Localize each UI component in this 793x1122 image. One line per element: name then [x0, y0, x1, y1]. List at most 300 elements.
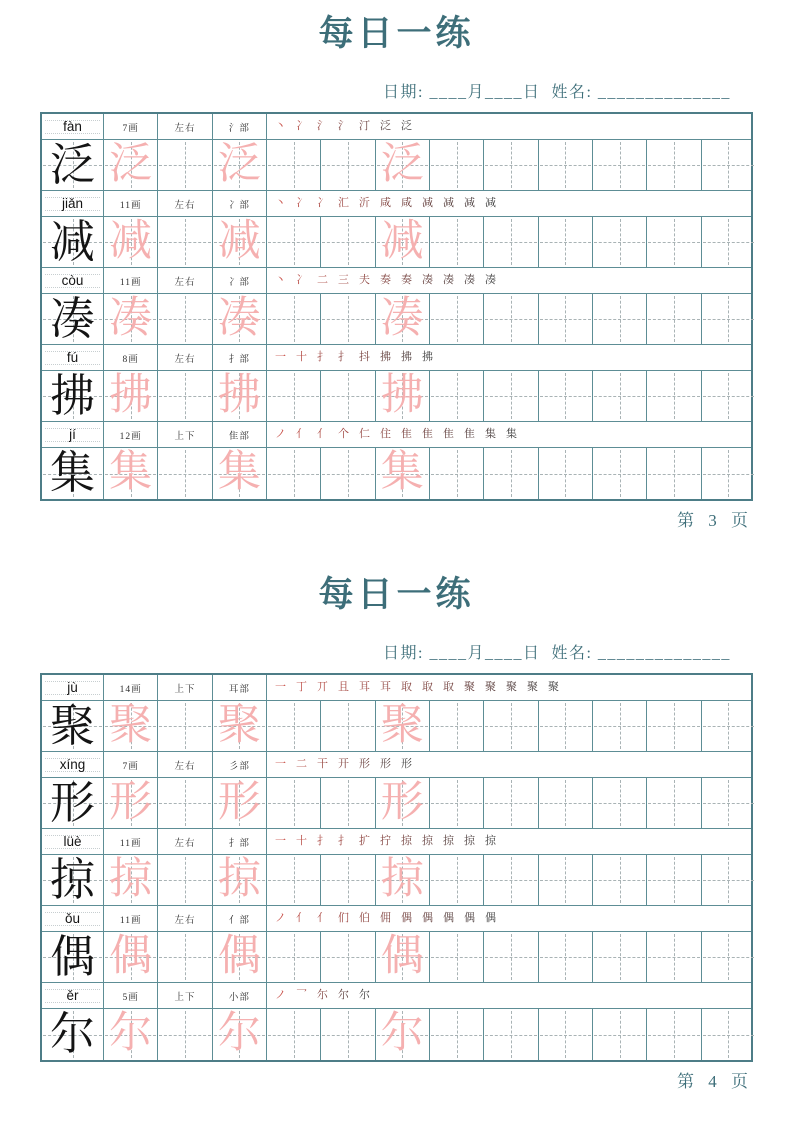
structure-cell: 左右: [157, 268, 211, 293]
practice-grid-cell: [103, 448, 157, 499]
pinyin-label: còu: [61, 273, 84, 288]
pinyin-cell: [42, 829, 103, 854]
trace-character: 泛: [217, 141, 261, 188]
practice-grid-cell: [483, 448, 537, 499]
practice-grid-cell: [429, 778, 483, 828]
stroke-order-glyph: 掠: [484, 835, 496, 847]
radical-cell: 耳部: [212, 675, 266, 700]
stroke-order-glyph: 泛: [400, 120, 412, 132]
stroke-order-glyph: 一: [274, 681, 286, 693]
stroke-order-glyph: 亻: [316, 912, 328, 924]
stroke-order-glyph: 冫: [295, 274, 307, 286]
stroke-order-glyph: 亻: [316, 428, 328, 440]
stroke-count-cell: 14画: [103, 675, 157, 700]
practice-grid-cell: [429, 701, 483, 751]
date-name-line: 日期: ____月____日 姓名: ______________: [383, 84, 731, 101]
stroke-order-glyph: 亻: [295, 912, 307, 924]
trace-character: 偶: [217, 933, 261, 980]
practice-grid-cell: [103, 371, 157, 421]
practice-grid-cell: [646, 217, 700, 267]
trace-character: 聚: [109, 702, 153, 749]
practice-grid-cell: [429, 1009, 483, 1060]
stroke-order-glyph: 集: [484, 428, 496, 440]
stroke-order-glyph: 聚: [505, 681, 517, 693]
page-title: 每日一练: [318, 575, 475, 614]
character-info-row: [42, 422, 751, 448]
radical-cell: 小部: [212, 983, 266, 1008]
stroke-order-sequence: [266, 675, 751, 700]
trace-character: 拂: [380, 372, 424, 419]
character-info-row: [42, 114, 751, 140]
practice-grid-cell: [592, 932, 646, 982]
practice-grid-cell: [646, 855, 700, 905]
trace-character: 凑: [380, 295, 424, 342]
practice-grid-cell: [212, 371, 266, 421]
practice-grid-cell: [701, 778, 755, 828]
pinyin-cell: [42, 752, 103, 777]
date-name-line: 日期: ____月____日 姓名: ______________: [383, 645, 731, 662]
stroke-order-glyph: 聚: [526, 681, 538, 693]
radical-cell: 扌部: [212, 829, 266, 854]
stroke-order-glyph: 拂: [379, 351, 391, 363]
trace-character: 形: [380, 779, 424, 826]
stroke-order-glyph: 掠: [400, 835, 412, 847]
practice-grid-cell: [103, 217, 157, 267]
pinyin-cell: [42, 906, 103, 931]
practice-grid-cell: [212, 932, 266, 982]
stroke-order-glyph: 扌: [316, 835, 328, 847]
stroke-order-glyph: 取: [421, 681, 433, 693]
practice-grid-cell: [483, 294, 537, 344]
stroke-order-glyph: 个: [337, 428, 349, 440]
practice-grid-cell: [701, 855, 755, 905]
stroke-order-glyph: 凑: [421, 274, 433, 286]
stroke-order-glyph: 隹: [463, 428, 475, 440]
stroke-order-glyph: 扌: [337, 351, 349, 363]
model-character: 集: [49, 448, 95, 498]
model-character-cell: [42, 448, 103, 499]
trace-character: 集: [380, 449, 424, 496]
stroke-order-glyph: 们: [337, 912, 349, 924]
practice-grid-cell: [103, 701, 157, 751]
stroke-order-glyph: 丶: [274, 274, 286, 286]
stroke-order-glyph: 奏: [379, 274, 391, 286]
practice-grid-cell: [646, 294, 700, 344]
trace-character: 尔: [217, 1010, 261, 1057]
stroke-order-glyph: 一: [274, 835, 286, 847]
practice-grid-cell: [429, 855, 483, 905]
practice-grid-cell: [592, 294, 646, 344]
practice-grid-cell: [701, 294, 755, 344]
practice-grid-cell: [538, 140, 592, 190]
stroke-order-sequence: [266, 829, 751, 854]
stroke-order-glyph: 二: [316, 274, 328, 286]
stroke-order-glyph: 偶: [421, 912, 433, 924]
stroke-order-glyph: 抖: [358, 351, 370, 363]
practice-row: [42, 1009, 751, 1060]
practice-grid-cell: [266, 778, 320, 828]
practice-grid-cell: [103, 778, 157, 828]
practice-grid-cell: [646, 371, 700, 421]
stroke-order-glyph: 汀: [358, 120, 370, 132]
stroke-order-glyph: 凑: [442, 274, 454, 286]
practice-grid-cell: [592, 217, 646, 267]
practice-grid-cell: [157, 217, 211, 267]
stroke-order-glyph: 咸: [379, 197, 391, 209]
stroke-order-glyph: 泛: [379, 120, 391, 132]
stroke-count-cell: 5画: [103, 983, 157, 1008]
practice-grid-cell: [646, 448, 700, 499]
character-info-row: [42, 906, 751, 932]
stroke-order-glyph: 氵: [337, 120, 349, 132]
pinyin-label: jí: [69, 427, 76, 442]
practice-grid-cell: [375, 140, 429, 190]
practice-grid-cell: [103, 1009, 157, 1060]
structure-cell: 左右: [157, 906, 211, 931]
practice-grid-cell: [701, 701, 755, 751]
practice-grid-cell: [483, 217, 537, 267]
practice-row: [42, 778, 751, 829]
trace-character: 形: [217, 779, 261, 826]
practice-grid-cell: [320, 217, 374, 267]
radical-cell: 冫部: [212, 191, 266, 216]
practice-grid-cell: [592, 448, 646, 499]
radical-cell: 亻部: [212, 906, 266, 931]
model-character: 偶: [49, 932, 95, 982]
model-character: 聚: [49, 701, 95, 751]
radical-cell: 氵部: [212, 114, 266, 139]
pinyin-label: jù: [67, 680, 78, 695]
pinyin-label: xíng: [59, 757, 86, 772]
pinyin-cell: [42, 675, 103, 700]
practice-grid-cell: [266, 217, 320, 267]
character-info-row: [42, 268, 751, 294]
trace-character: 拂: [217, 372, 261, 419]
practice-grid-cell: [157, 855, 211, 905]
stroke-order-glyph: ノ: [274, 912, 286, 924]
page-number: 第 3 页: [677, 511, 753, 530]
stroke-order-glyph: 丶: [274, 120, 286, 132]
pinyin-label: lüè: [63, 834, 82, 849]
model-character: 拂: [49, 371, 95, 421]
practice-grid-cell: [429, 217, 483, 267]
practice-grid-cell: [592, 778, 646, 828]
practice-grid-cell: [320, 448, 374, 499]
model-character: 减: [49, 217, 95, 267]
practice-grid-cell: [157, 294, 211, 344]
practice-grid-cell: [266, 855, 320, 905]
practice-grid-cell: [375, 932, 429, 982]
stroke-order-glyph: 尓: [316, 989, 328, 1001]
practice-grid-cell: [592, 855, 646, 905]
stroke-order-glyph: 沂: [358, 197, 370, 209]
practice-grid-cell: [320, 932, 374, 982]
model-character: 凑: [49, 294, 95, 344]
stroke-order-glyph: 隹: [442, 428, 454, 440]
pinyin-cell: [42, 983, 103, 1008]
stroke-order-glyph: 隹: [400, 428, 412, 440]
practice-grid-cell: [646, 1009, 700, 1060]
stroke-order-glyph: 且: [337, 681, 349, 693]
stroke-order-glyph: 冫: [295, 120, 307, 132]
practice-grid-cell: [538, 217, 592, 267]
practice-grid-cell: [646, 701, 700, 751]
practice-grid-cell: [701, 371, 755, 421]
stroke-order-glyph: 减: [442, 197, 454, 209]
stroke-order-glyph: 扩: [358, 835, 370, 847]
practice-grid-cell: [429, 371, 483, 421]
trace-character: 减: [217, 218, 261, 265]
stroke-order-glyph: 乛: [295, 989, 307, 1001]
practice-grid-cell: [266, 448, 320, 499]
model-character-cell: [42, 217, 103, 267]
page-title: 每日一练: [318, 14, 475, 53]
practice-grid-cell: [212, 778, 266, 828]
practice-grid-cell: [320, 1009, 374, 1060]
stroke-order-glyph: 减: [421, 197, 433, 209]
stroke-order-sequence: [266, 114, 751, 139]
stroke-order-glyph: 拧: [379, 835, 391, 847]
practice-grid-cell: [375, 448, 429, 499]
stroke-order-glyph: 冫: [295, 197, 307, 209]
practice-grid-cell: [157, 371, 211, 421]
practice-grid-cell: [701, 217, 755, 267]
model-character-cell: [42, 932, 103, 982]
stroke-order-glyph: 拂: [400, 351, 412, 363]
stroke-count-cell: 11画: [103, 906, 157, 931]
stroke-order-glyph: 偶: [400, 912, 412, 924]
stroke-order-glyph: 佣: [379, 912, 391, 924]
practice-grid-cell: [157, 448, 211, 499]
stroke-order-glyph: 隹: [421, 428, 433, 440]
practice-table: [40, 673, 753, 1062]
practice-grid-cell: [429, 448, 483, 499]
practice-row: [42, 140, 751, 191]
practice-row: [42, 932, 751, 983]
stroke-order-glyph: 聚: [463, 681, 475, 693]
stroke-count-cell: 8画: [103, 345, 157, 370]
practice-grid-cell: [375, 778, 429, 828]
practice-grid-cell: [320, 140, 374, 190]
practice-grid-cell: [538, 932, 592, 982]
practice-grid-cell: [429, 932, 483, 982]
practice-grid-cell: [103, 140, 157, 190]
practice-grid-cell: [483, 701, 537, 751]
stroke-order-glyph: 偶: [484, 912, 496, 924]
practice-grid-cell: [266, 701, 320, 751]
character-info-row: [42, 191, 751, 217]
practice-grid-cell: [483, 778, 537, 828]
model-character-cell: [42, 140, 103, 190]
practice-row: [42, 448, 751, 499]
practice-grid-cell: [266, 140, 320, 190]
stroke-order-sequence: [266, 983, 751, 1008]
stroke-order-glyph: 十: [295, 835, 307, 847]
practice-grid-cell: [375, 371, 429, 421]
stroke-order-sequence: [266, 268, 751, 293]
practice-grid-cell: [429, 294, 483, 344]
stroke-order-glyph: 偶: [463, 912, 475, 924]
practice-grid-cell: [538, 294, 592, 344]
trace-character: 拂: [109, 372, 153, 419]
stroke-count-cell: 7画: [103, 114, 157, 139]
practice-grid-cell: [701, 1009, 755, 1060]
practice-grid-cell: [375, 855, 429, 905]
radical-cell: 隹部: [212, 422, 266, 447]
trace-character: 凑: [109, 295, 153, 342]
practice-grid-cell: [646, 932, 700, 982]
stroke-order-sequence: [266, 752, 751, 777]
practice-grid-cell: [212, 1009, 266, 1060]
structure-cell: 左右: [157, 829, 211, 854]
stroke-order-glyph: 夫: [358, 274, 370, 286]
stroke-order-glyph: 拂: [421, 351, 433, 363]
trace-character: 泛: [380, 141, 424, 188]
practice-row: [42, 701, 751, 752]
practice-grid-cell: [592, 1009, 646, 1060]
worksheet-page-4: [0, 561, 793, 1122]
model-character-cell: [42, 701, 103, 751]
practice-grid-cell: [592, 371, 646, 421]
stroke-order-glyph: 集: [505, 428, 517, 440]
stroke-order-glyph: 形: [358, 758, 370, 770]
pinyin-label: fàn: [63, 119, 82, 134]
practice-grid-cell: [320, 371, 374, 421]
stroke-order-glyph: 咸: [400, 197, 412, 209]
trace-character: 掠: [217, 856, 261, 903]
model-character-cell: [42, 1009, 103, 1060]
stroke-order-glyph: 取: [442, 681, 454, 693]
structure-cell: 左右: [157, 345, 211, 370]
practice-grid-cell: [538, 1009, 592, 1060]
practice-grid-cell: [375, 1009, 429, 1060]
stroke-order-glyph: 减: [463, 197, 475, 209]
practice-grid-cell: [646, 140, 700, 190]
structure-cell: 左右: [157, 114, 211, 139]
practice-grid-cell: [157, 701, 211, 751]
stroke-order-glyph: 减: [484, 197, 496, 209]
stroke-count-cell: 12画: [103, 422, 157, 447]
stroke-order-glyph: 丶: [274, 197, 286, 209]
practice-grid-cell: [157, 1009, 211, 1060]
page-number: 第 4 页: [677, 1072, 753, 1091]
trace-character: 掠: [380, 856, 424, 903]
practice-grid-cell: [429, 140, 483, 190]
stroke-order-glyph: 奏: [400, 274, 412, 286]
practice-grid-cell: [375, 294, 429, 344]
stroke-order-glyph: ノ: [274, 989, 286, 1001]
pinyin-label: fú: [66, 350, 79, 365]
character-info-row: [42, 829, 751, 855]
stroke-order-glyph: ノ: [274, 428, 286, 440]
radical-cell: 冫部: [212, 268, 266, 293]
radical-cell: 彡部: [212, 752, 266, 777]
stroke-order-glyph: 冫: [316, 197, 328, 209]
model-character-cell: [42, 294, 103, 344]
trace-character: 减: [380, 218, 424, 265]
practice-grid-cell: [320, 855, 374, 905]
stroke-order-glyph: 汇: [337, 197, 349, 209]
practice-grid-cell: [157, 140, 211, 190]
pinyin-cell: [42, 114, 103, 139]
practice-grid-cell: [701, 932, 755, 982]
model-character: 形: [49, 778, 95, 828]
stroke-order-glyph: 氵: [316, 120, 328, 132]
stroke-order-glyph: 形: [400, 758, 412, 770]
stroke-order-glyph: 凑: [484, 274, 496, 286]
stroke-count-cell: 11画: [103, 191, 157, 216]
stroke-order-glyph: 掠: [421, 835, 433, 847]
practice-grid-cell: [592, 701, 646, 751]
stroke-order-glyph: 扌: [316, 351, 328, 363]
stroke-order-glyph: 仁: [358, 428, 370, 440]
trace-character: 集: [109, 449, 153, 496]
practice-grid-cell: [375, 701, 429, 751]
model-character: 掠: [49, 855, 95, 905]
practice-grid-cell: [212, 855, 266, 905]
practice-grid-cell: [483, 140, 537, 190]
practice-grid-cell: [538, 855, 592, 905]
stroke-order-glyph: 耳: [358, 681, 370, 693]
practice-row: [42, 294, 751, 345]
pinyin-cell: [42, 268, 103, 293]
trace-character: 聚: [217, 702, 261, 749]
practice-grid-cell: [212, 140, 266, 190]
stroke-order-glyph: 尔: [358, 989, 370, 1001]
practice-grid-cell: [212, 701, 266, 751]
structure-cell: 上下: [157, 983, 211, 1008]
stroke-order-glyph: 聚: [547, 681, 559, 693]
stroke-order-glyph: 开: [337, 758, 349, 770]
model-character-cell: [42, 778, 103, 828]
practice-grid-cell: [103, 932, 157, 982]
stroke-order-glyph: 掠: [442, 835, 454, 847]
stroke-order-glyph: 扌: [337, 835, 349, 847]
practice-grid-cell: [103, 294, 157, 344]
practice-grid-cell: [538, 448, 592, 499]
stroke-order-glyph: 干: [316, 758, 328, 770]
model-character: 泛: [49, 140, 95, 190]
pinyin-cell: [42, 422, 103, 447]
stroke-order-glyph: 聚: [484, 681, 496, 693]
practice-grid-cell: [320, 701, 374, 751]
stroke-order-glyph: 掠: [463, 835, 475, 847]
stroke-order-glyph: 尔: [337, 989, 349, 1001]
practice-grid-cell: [212, 294, 266, 344]
pinyin-label: ěr: [66, 988, 79, 1003]
model-character-cell: [42, 855, 103, 905]
trace-character: 聚: [380, 702, 424, 749]
pinyin-label: jiǎn: [61, 196, 83, 211]
stroke-order-glyph: 形: [379, 758, 391, 770]
practice-table: [40, 112, 753, 501]
practice-grid-cell: [212, 448, 266, 499]
trace-character: 泛: [109, 141, 153, 188]
practice-grid-cell: [483, 932, 537, 982]
stroke-order-sequence: [266, 345, 751, 370]
practice-row: [42, 855, 751, 906]
stroke-order-glyph: 丁: [295, 681, 307, 693]
stroke-order-glyph: 三: [337, 274, 349, 286]
stroke-order-glyph: 丌: [316, 681, 328, 693]
trace-character: 集: [217, 449, 261, 496]
practice-grid-cell: [375, 217, 429, 267]
structure-cell: 上下: [157, 422, 211, 447]
stroke-order-glyph: 二: [295, 758, 307, 770]
practice-grid-cell: [538, 371, 592, 421]
practice-grid-cell: [320, 294, 374, 344]
stroke-order-glyph: 耳: [379, 681, 391, 693]
